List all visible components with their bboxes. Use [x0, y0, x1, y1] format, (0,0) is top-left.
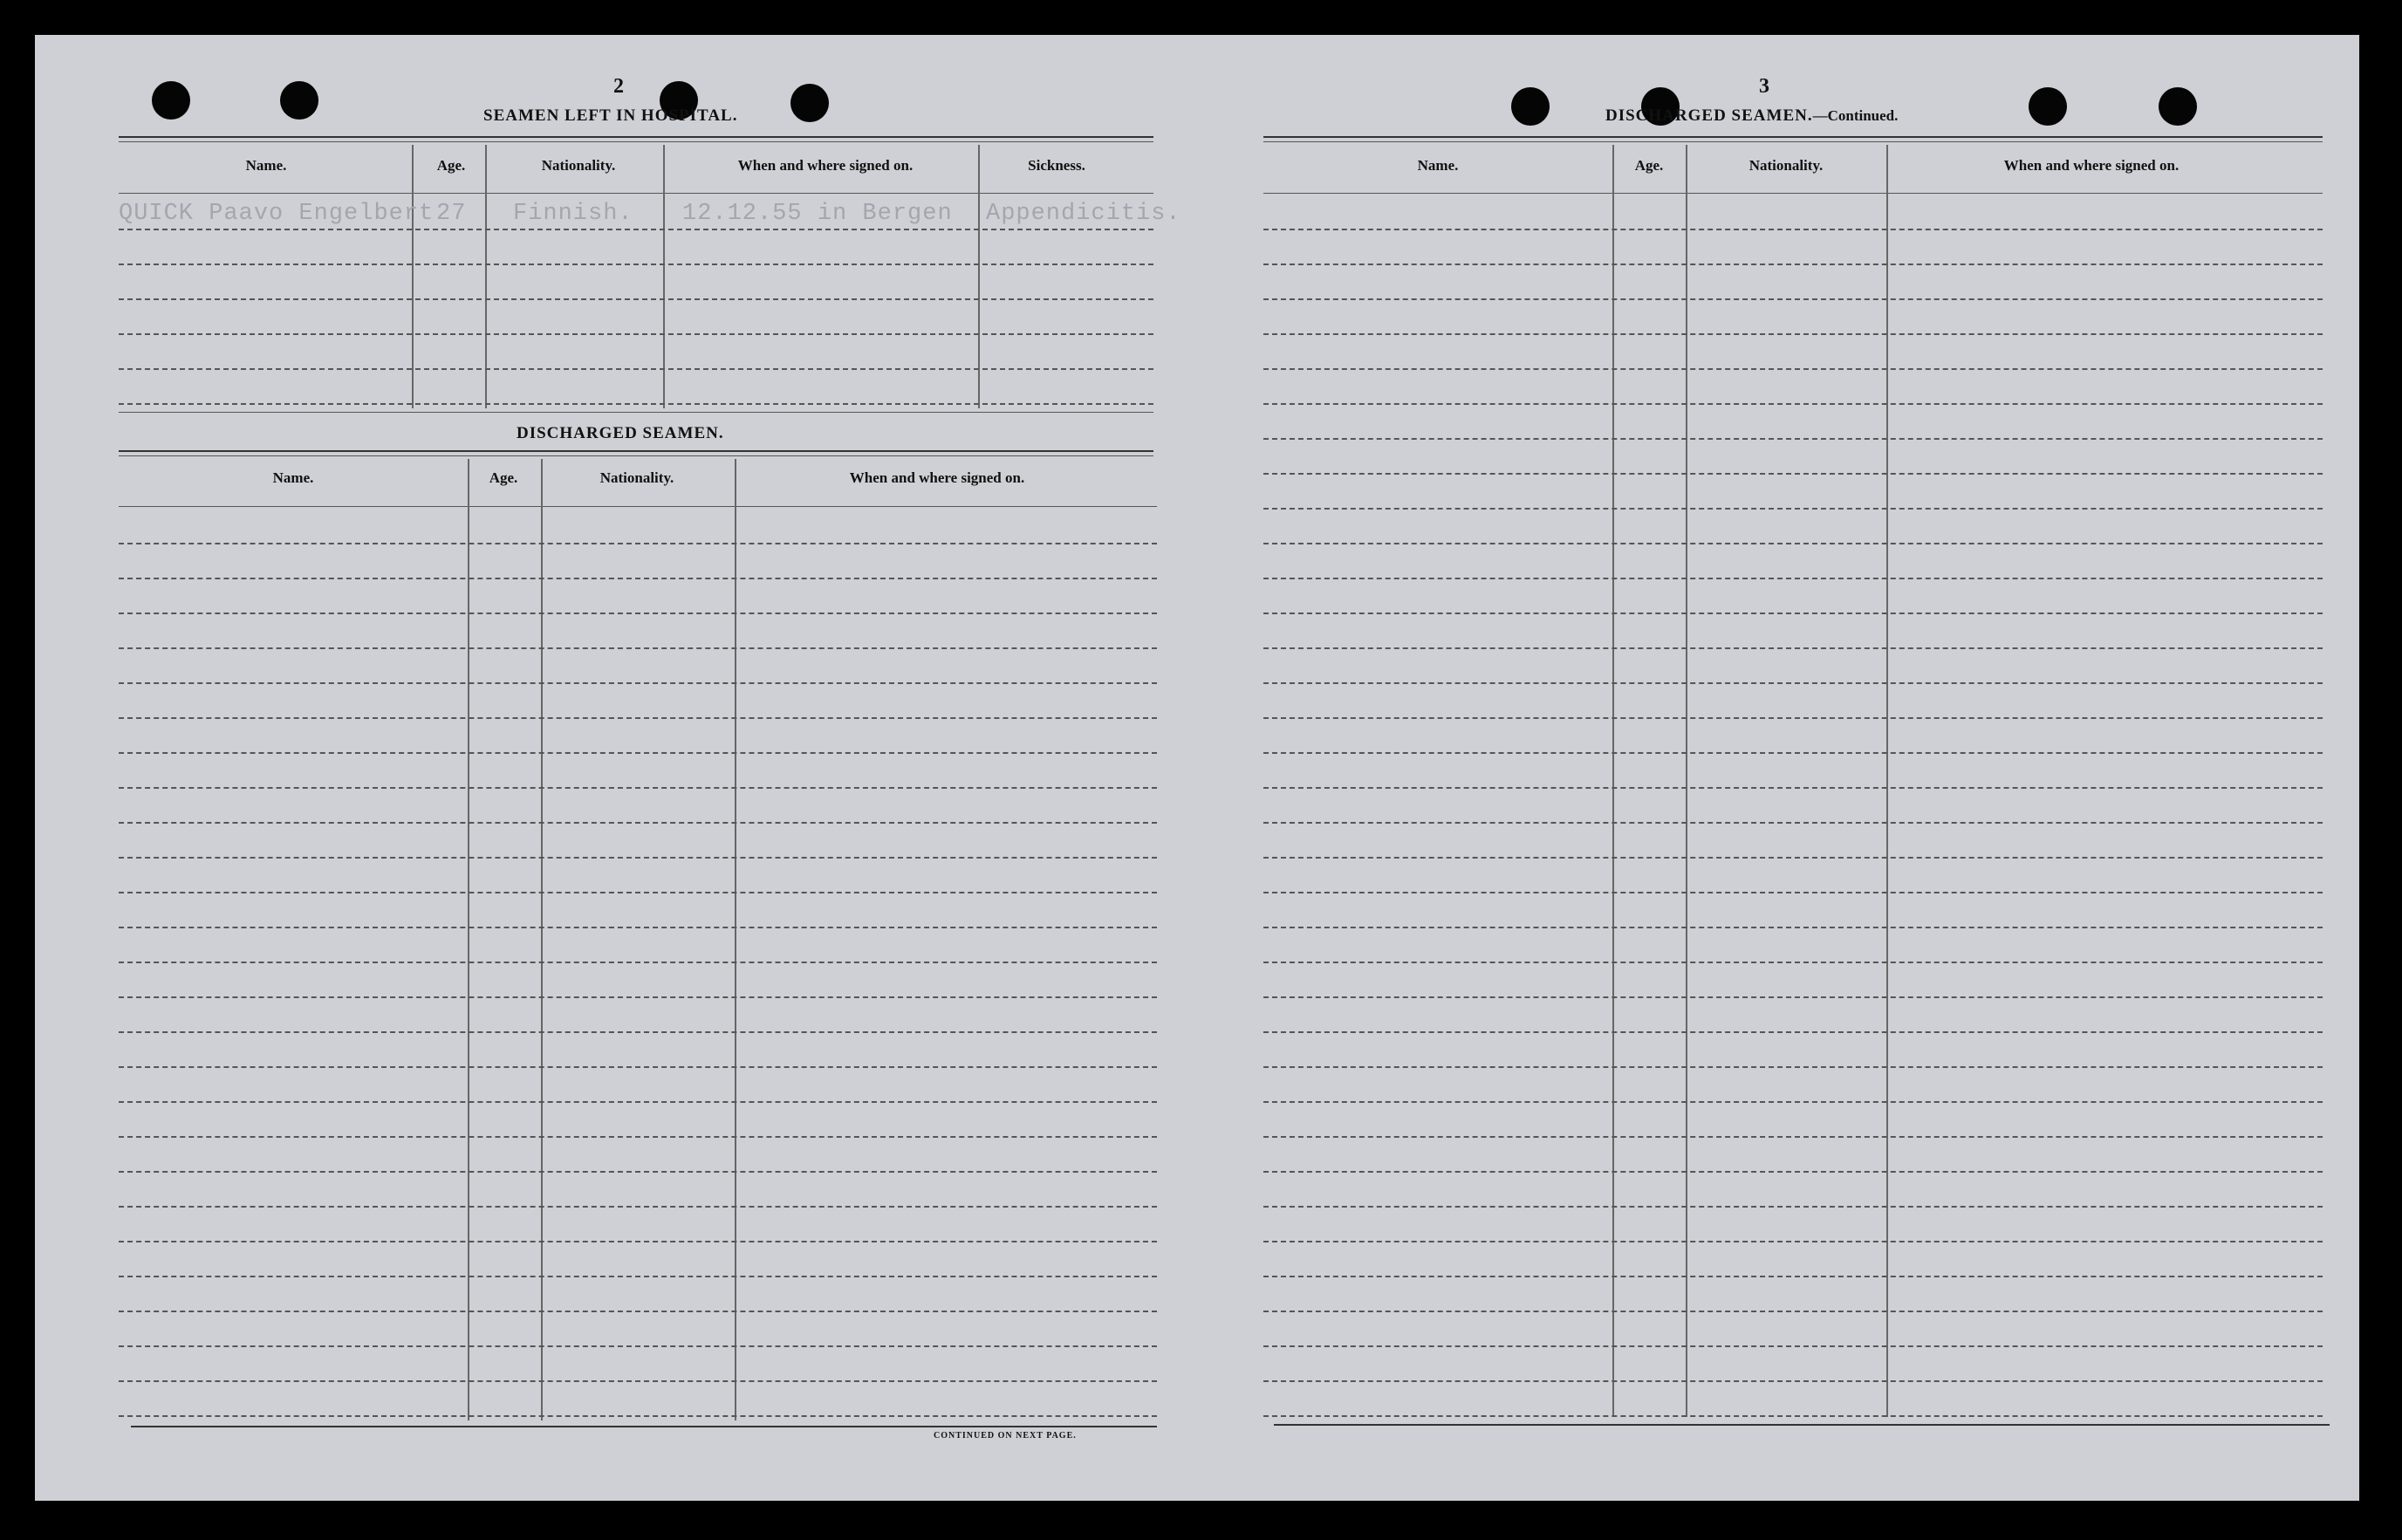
punch-hole [280, 81, 318, 120]
row-line [119, 892, 1157, 893]
right-page-title-text: DISCHARGED SEAMEN. [1605, 106, 1813, 125]
hospital-entry-age: 27 [436, 201, 467, 227]
row-line [119, 403, 1153, 405]
discharged-col-name: Name. [272, 469, 314, 486]
row-line [1263, 578, 2323, 579]
row-line [119, 1380, 1157, 1382]
row-line [119, 787, 1157, 789]
hospital-col-age: Age. [436, 157, 466, 174]
row-line [1263, 1380, 2323, 1382]
discharged-col-age: Age. [489, 469, 518, 486]
right-page-title [1605, 106, 1898, 126]
row-line [119, 927, 1157, 928]
row-line [119, 1241, 1157, 1242]
row-line [1263, 229, 2323, 230]
hospital-col-signed-on: When and where signed on. [737, 157, 914, 174]
punch-hole [2159, 87, 2197, 126]
row-line [1263, 1415, 2323, 1417]
row-line [119, 752, 1157, 754]
row-line [1263, 473, 2323, 475]
row-line [119, 578, 1157, 579]
discharged-top-rule-2 [119, 455, 1153, 456]
row-line [1263, 1345, 2323, 1347]
discharged-section-title: DISCHARGED SEAMEN. [517, 424, 724, 442]
row-line [1263, 298, 2323, 300]
row-line [1263, 508, 2323, 510]
row-line [1263, 927, 2323, 928]
row-line [119, 368, 1153, 370]
right-top-rule-2 [1263, 141, 2323, 142]
right-col-divider [1686, 145, 1687, 1417]
row-line [119, 264, 1153, 265]
row-line [119, 613, 1157, 614]
hospital-col-nationality: Nationality. [541, 157, 616, 174]
row-line [119, 1276, 1157, 1277]
discharged-top-rule [119, 450, 1153, 452]
row-line [1263, 822, 2323, 824]
right-col-nationality: Nationality. [1748, 157, 1824, 174]
row-line [1263, 613, 2323, 614]
punch-hole [1511, 87, 1550, 126]
row-line [1263, 647, 2323, 649]
row-line [119, 682, 1157, 684]
row-line [1263, 962, 2323, 963]
right-col-divider [1612, 145, 1614, 1417]
hospital-section-title: SEAMEN LEFT IN HOSPITAL. [483, 106, 738, 125]
row-line [1263, 717, 2323, 719]
row-line [119, 1311, 1157, 1312]
row-line [119, 822, 1157, 824]
right-header-rule [1263, 193, 2323, 194]
row-line [1263, 857, 2323, 859]
row-line [119, 543, 1157, 544]
row-line [119, 1136, 1157, 1138]
row-line [1263, 403, 2323, 405]
right-col-name: Name. [1417, 157, 1459, 174]
hospital-entry-nationality: Finnish. [513, 201, 633, 227]
row-line [1263, 438, 2323, 440]
hospital-top-rule [119, 136, 1153, 138]
row-line [1263, 1031, 2323, 1033]
punch-hole [2029, 87, 2067, 126]
row-line [1263, 787, 2323, 789]
right-page-title-suffix: —Continued. [1812, 107, 1899, 124]
row-line [119, 1066, 1157, 1068]
hospital-entry-name: QUICK Paavo Engelbert [119, 201, 435, 227]
hospital-col-sickness: Sickness. [1028, 157, 1085, 174]
row-line [1263, 543, 2323, 544]
hospital-header-rule [119, 193, 1153, 194]
row-line [119, 333, 1153, 335]
right-bottom-rule [1274, 1424, 2330, 1426]
hospital-entry-sickness: Appendicitis. [986, 201, 1181, 227]
row-line [1263, 1311, 2323, 1312]
right-col-age: Age. [1634, 157, 1664, 174]
row-line [119, 962, 1157, 963]
row-line [1263, 333, 2323, 335]
hospital-entry-signed-on: 12.12.55 in Bergen [682, 201, 953, 227]
row-line [119, 1345, 1157, 1347]
continued-on-next-page: CONTINUED ON NEXT PAGE. [934, 1431, 1077, 1441]
row-line [119, 647, 1157, 649]
row-line [1263, 996, 2323, 998]
left-page-number: 2 [613, 75, 624, 98]
row-line [1263, 1276, 2323, 1277]
row-line [119, 1206, 1157, 1208]
right-col-signed-on: When and where signed on. [2003, 157, 2180, 174]
row-line [1263, 1241, 2323, 1242]
discharged-header-rule [119, 506, 1157, 507]
row-line [119, 996, 1157, 998]
row-line [119, 298, 1153, 300]
right-page-number: 3 [1759, 75, 1769, 98]
right-top-rule [1263, 136, 2323, 138]
row-line [1263, 892, 2323, 893]
hospital-col-name: Name. [245, 157, 287, 174]
row-line [119, 1031, 1157, 1033]
discharged-col-signed-on: When and where signed on. [849, 469, 1025, 486]
row-line [1263, 368, 2323, 370]
row-line [1263, 682, 2323, 684]
row-line [1263, 264, 2323, 265]
row-line [1263, 1101, 2323, 1103]
punch-hole [790, 84, 829, 122]
row-line [1263, 1171, 2323, 1173]
right-col-divider [1886, 145, 1888, 1417]
row-line [119, 1101, 1157, 1103]
punch-hole [152, 81, 190, 120]
row-line [119, 229, 1153, 230]
row-line [1263, 1136, 2323, 1138]
row-line [119, 717, 1157, 719]
row-line [1263, 752, 2323, 754]
row-line [119, 1415, 1157, 1417]
row-line [119, 857, 1157, 859]
row-line [1263, 1206, 2323, 1208]
hospital-bottom-rule [119, 412, 1153, 413]
row-line [119, 1171, 1157, 1173]
document-sheet [35, 35, 2359, 1501]
discharged-col-nationality: Nationality. [599, 469, 674, 486]
hospital-top-rule-2 [119, 141, 1153, 142]
discharged-bottom-rule [131, 1426, 1157, 1427]
row-line [1263, 1066, 2323, 1068]
